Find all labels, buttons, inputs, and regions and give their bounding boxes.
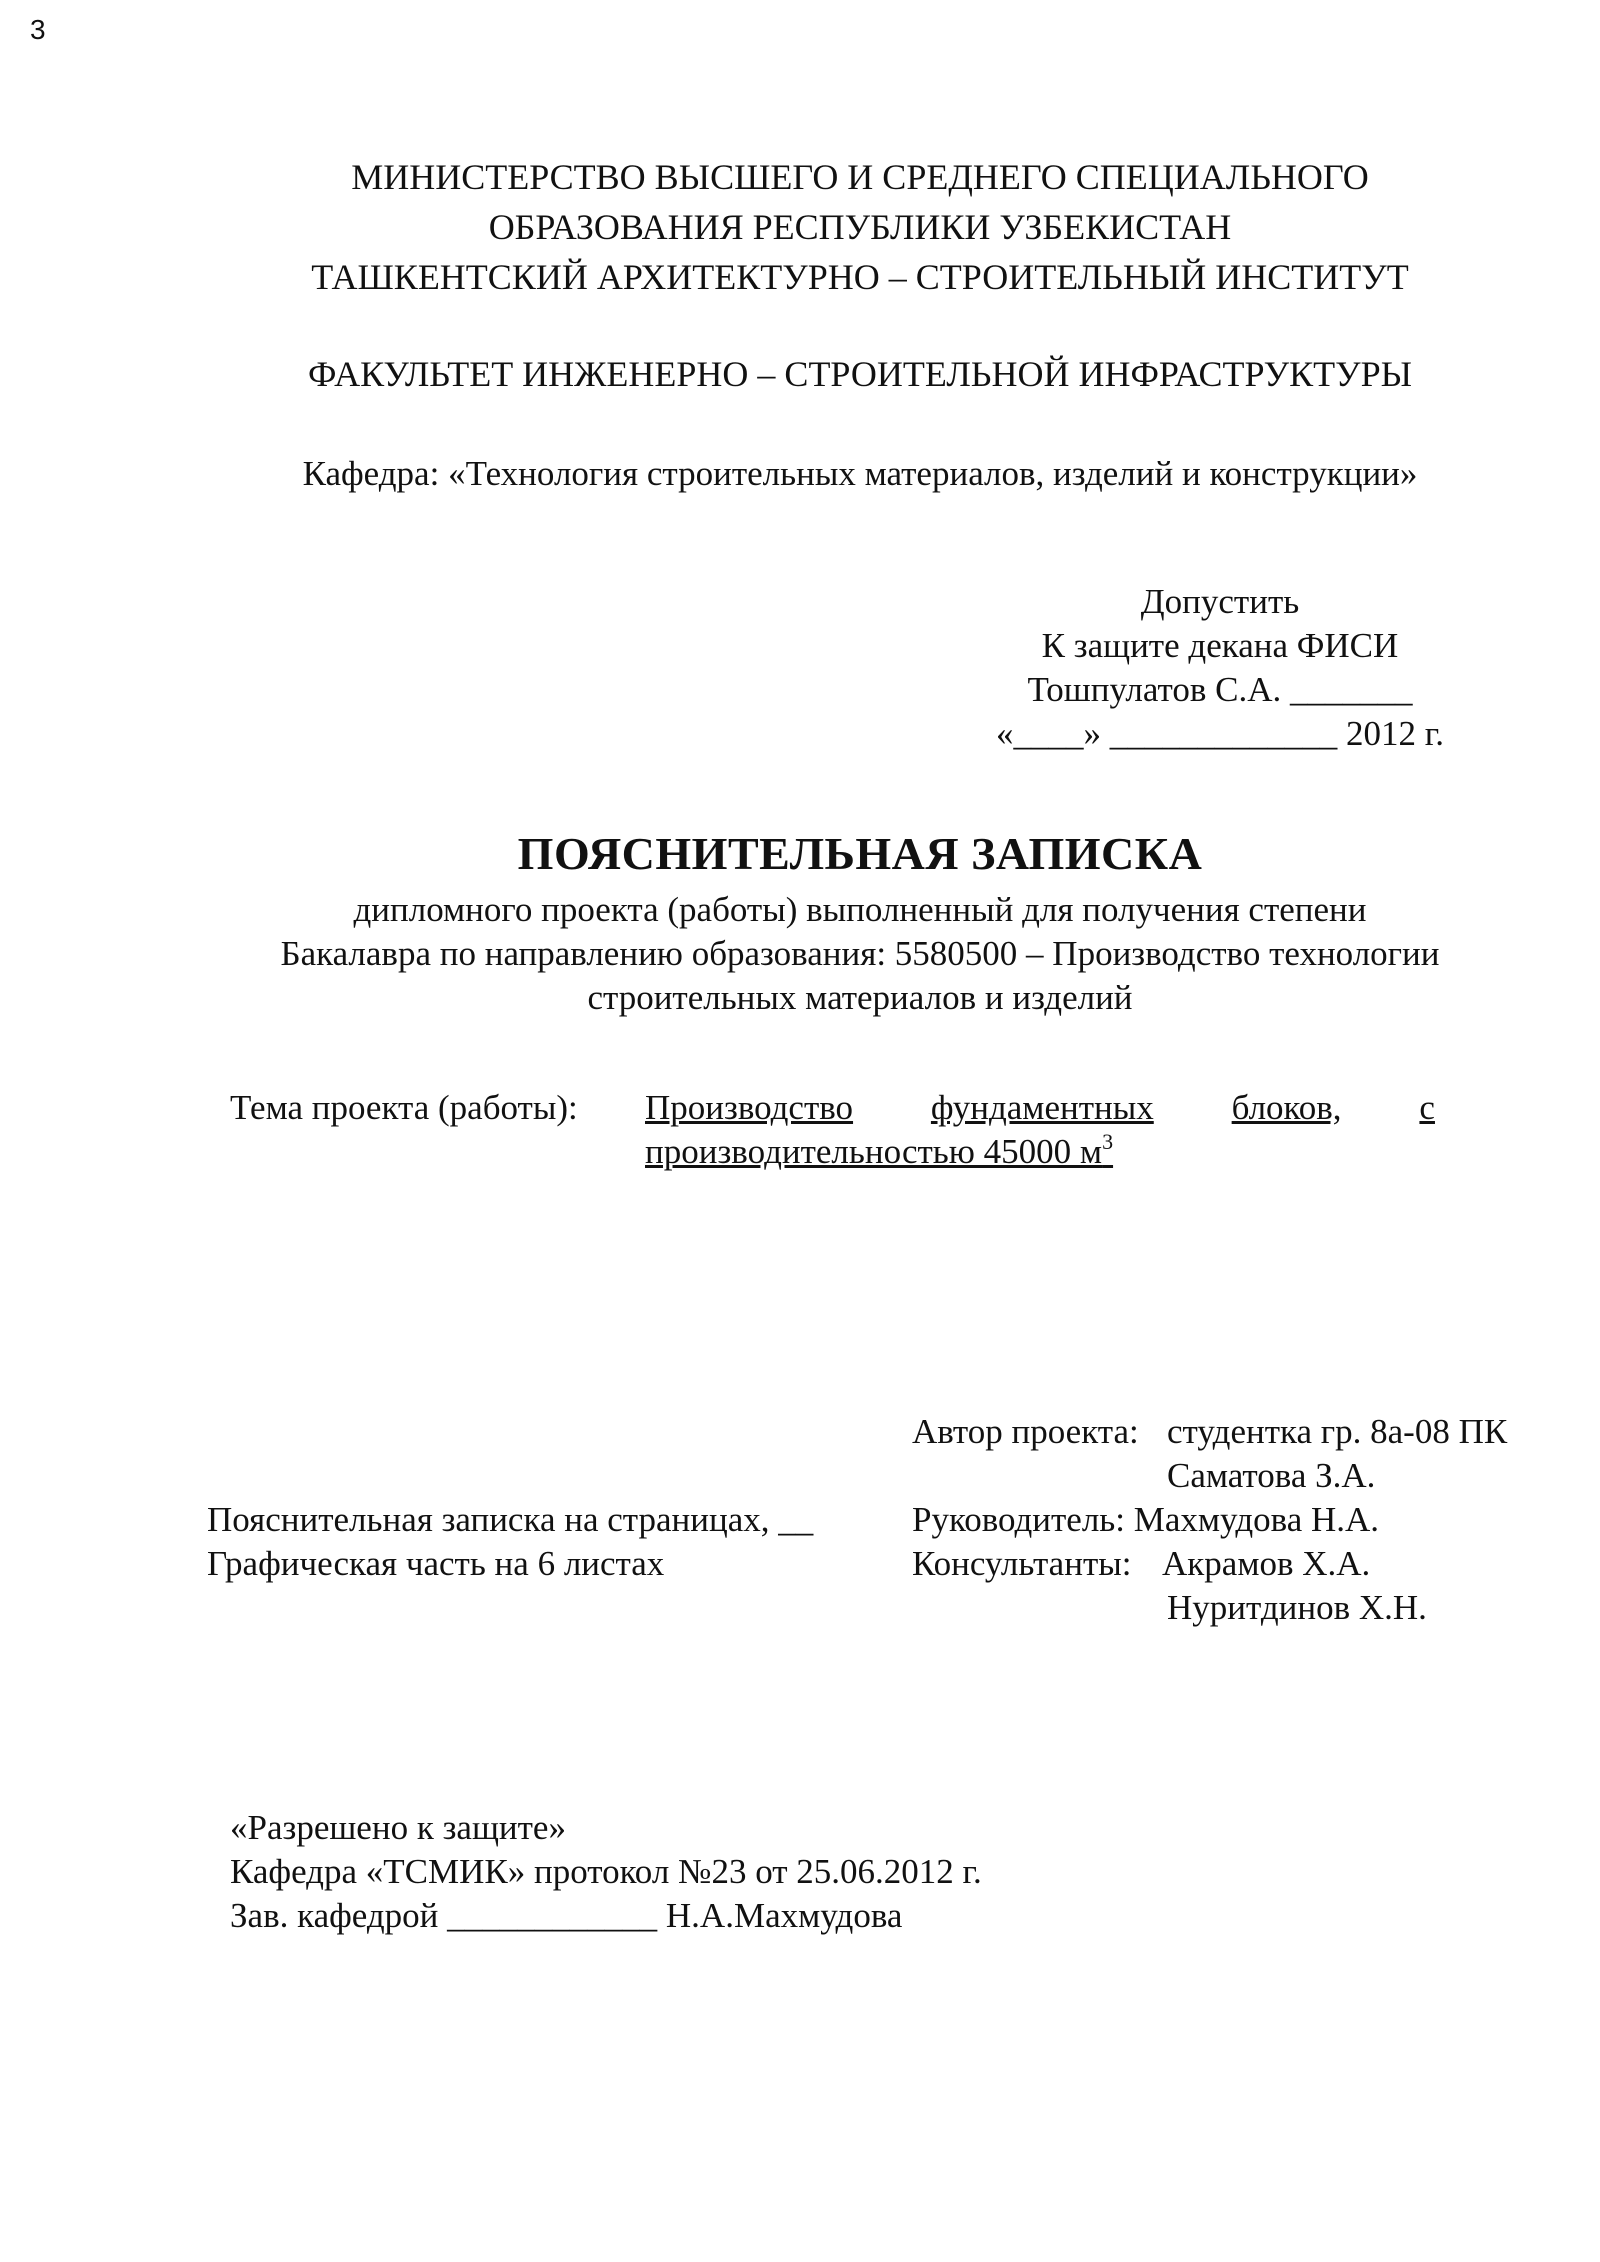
approval-line: Допустить bbox=[1140, 582, 1300, 621]
permission-signature-line: Зав. кафедрой ____________ Н.А.Махмудова bbox=[230, 1896, 903, 1935]
ministry-line: МИНИСТЕРСТВО ВЫСШЕГО И СРЕДНЕГО СПЕЦИАЛЬНОГО bbox=[351, 157, 1369, 197]
author-group: студентка гр. 8а-08 ПК bbox=[1167, 1412, 1508, 1451]
faculty-name: ФАКУЛЬТЕТ ИНЖЕНЕРНО – СТРОИТЕЛЬНОЙ ИНФРАСТРУКТУРЫ bbox=[307, 354, 1413, 394]
supervisor: Руководитель: Махмудова Н.А. bbox=[912, 1500, 1380, 1539]
approval-line: Тошпулатов С.А. _______ bbox=[1027, 670, 1413, 709]
topic-line-2 bbox=[645, 1130, 1113, 1173]
institute-line: ТАШКЕНТСКИЙ АРХИТЕКТУРНО – СТРОИТЕЛЬНЫЙ ИНСТИТУТ bbox=[311, 257, 1409, 297]
approval-line: К защите декана ФИСИ bbox=[1041, 626, 1399, 665]
consultants-label: Консультанты: bbox=[912, 1544, 1132, 1583]
topic-word: с bbox=[1419, 1088, 1435, 1127]
author-label: Автор проекта: bbox=[912, 1412, 1139, 1451]
subtitle-line: Бакалавра по направлению образования: 5580500 – Производство технологии bbox=[280, 934, 1440, 973]
subtitle-line: дипломного проекта (работы) выполненный для получения степени bbox=[353, 890, 1367, 929]
subtitle-line: строительных материалов и изделий bbox=[587, 978, 1133, 1017]
topic-line-2-text: производительностью 45000 м bbox=[645, 1132, 1103, 1171]
graphics-note: Графическая часть на 6 листах bbox=[207, 1544, 665, 1583]
topic-word: фундаментных bbox=[930, 1088, 1154, 1127]
department-name: Кафедра: «Технология строительных материалов, изделий и конструкции» bbox=[302, 454, 1418, 493]
approval-stamp bbox=[955, 580, 1485, 756]
topic-word: Производство bbox=[645, 1088, 854, 1127]
document-title: ПОЯСНИТЕЛЬНАЯ ЗАПИСКА bbox=[517, 828, 1203, 879]
approval-date-line: «____» _____________ 2012 г. bbox=[996, 714, 1444, 753]
topic-line-1 bbox=[645, 1086, 1435, 1129]
consultant-name: Нуритдинов Х.Н. bbox=[1167, 1588, 1427, 1627]
topic-label: Тема проекта (работы): bbox=[230, 1088, 578, 1127]
permission-block bbox=[230, 1806, 982, 1938]
permission-protocol-line: Кафедра «ТСМИК» протокол №23 от 25.06.2012 г. bbox=[230, 1852, 982, 1891]
author-name: Саматова З.А. bbox=[1167, 1456, 1376, 1495]
page-number: 3 bbox=[30, 14, 46, 45]
ministry-line: ОБРАЗОВАНИЯ РЕСПУБЛИКИ УЗБЕКИСТАН bbox=[488, 207, 1232, 247]
ministry-header bbox=[0, 152, 1600, 302]
document-subtitle bbox=[0, 888, 1600, 1020]
cubic-superscript: 3 bbox=[1102, 1129, 1114, 1154]
consultant-name: Акрамов Х.А. bbox=[1162, 1544, 1371, 1583]
pages-note: Пояснительная записка на страницах, __ bbox=[207, 1500, 814, 1539]
permission-line: «Разрешено к защите» bbox=[230, 1808, 566, 1847]
topic-word: блоков, bbox=[1231, 1088, 1342, 1127]
